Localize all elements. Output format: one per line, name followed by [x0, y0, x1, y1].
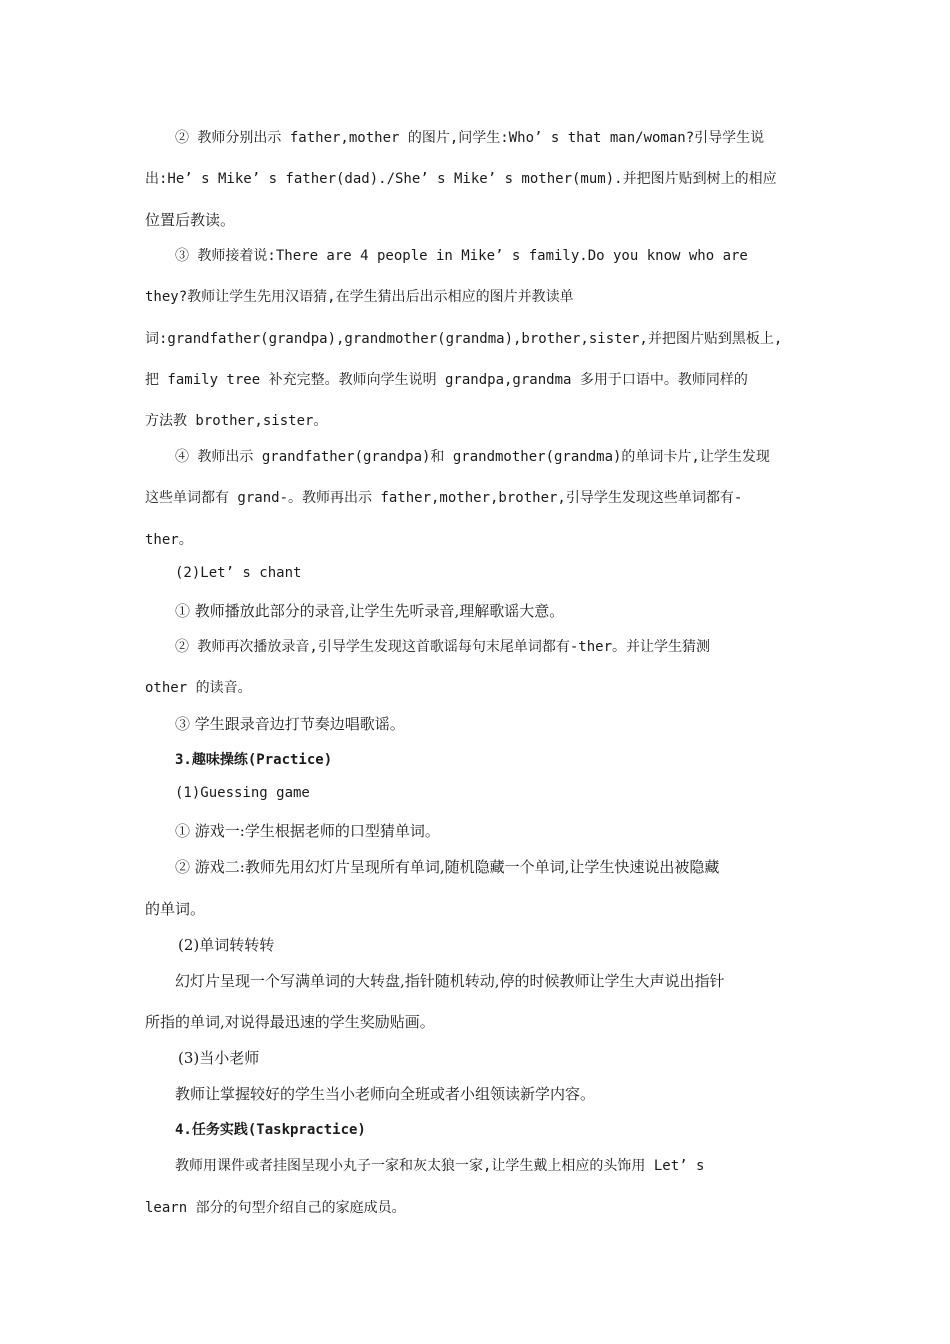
text-line: ① 教师播放此部分的录音,让学生先听录音,理解歌谣大意。 — [175, 602, 565, 620]
section-heading: (2)单词转转转 — [178, 936, 275, 954]
text-line: ther。 — [145, 532, 193, 548]
text-line: ③ 学生跟录音边打节奏边唱歌谣。 — [175, 715, 405, 733]
text-line: 出:He’ s Mike’ s father(dad)./She’ s Mike’ s mother(mum).并把图片贴到树上的相应 — [145, 171, 777, 187]
section-heading: 3.趣味操练(Practice) — [175, 752, 333, 768]
text-line: ② 游戏二:教师先用幻灯片呈现所有单词,随机隐藏一个单词,让学生快速说出被隐藏 — [175, 858, 720, 876]
text-line: learn 部分的句型介绍自己的家庭成员。 — [145, 1200, 406, 1216]
text-line: ① 游戏一:学生根据老师的口型猜单词。 — [175, 822, 440, 840]
text-line: they?教师让学生先用汉语猜,在学生猜出后出示相应的图片并教读单 — [145, 289, 574, 305]
text-line: 所指的单词,对说得最迅速的学生奖励贴画。 — [145, 1013, 435, 1031]
section-heading: (1)Guessing game — [175, 785, 310, 801]
text-line: ③ 教师接着说:There are 4 people in Mike’ s family.Do you know who are — [175, 248, 748, 264]
text-line: 词:grandfather(grandpa),grandmother(grandma),brother,sister,并把图片贴到黑板上, — [145, 331, 783, 347]
text-line: 教师用课件或者挂图呈现小丸子一家和灰太狼一家,让学生戴上相应的头饰用 Let’ s — [175, 1158, 705, 1174]
text-line: ② 教师分别出示 father,mother 的图片,问学生:Who’ s that man/woman?引导学生说 — [175, 130, 765, 146]
text-line: other 的读音。 — [145, 680, 252, 696]
text-line: 把 family tree 补充完整。教师向学生说明 grandpa,grandma 多用于口语中。教师同样的 — [145, 372, 748, 388]
section-heading: 4.任务实践(Taskpractice) — [175, 1122, 366, 1138]
section-heading: (2)Let’ s chant — [175, 565, 302, 581]
section-heading: (3)当小老师 — [178, 1049, 260, 1067]
text-line: 教师让掌握较好的学生当小老师向全班或者小组领读新学内容。 — [175, 1085, 596, 1103]
text-line: 的单词。 — [145, 900, 206, 918]
text-line: ④ 教师出示 grandfather(grandpa)和 grandmother(grandma)的单词卡片,让学生发现 — [175, 449, 770, 465]
text-line: 位置后教读。 — [145, 211, 236, 229]
text-line: ② 教师再次播放录音,引导学生发现这首歌谣每句末尾单词都有-ther。并让学生猜测 — [175, 639, 710, 655]
text-line: 幻灯片呈现一个写满单词的大转盘,指针随机转动,停的时候教师让学生大声说出指针 — [175, 972, 725, 990]
text-line: 这些单词都有 grand-。教师再出示 father,mother,brother,引导学生发现这些单词都有- — [145, 490, 743, 506]
text-line: 方法教 brother,sister。 — [145, 413, 328, 429]
